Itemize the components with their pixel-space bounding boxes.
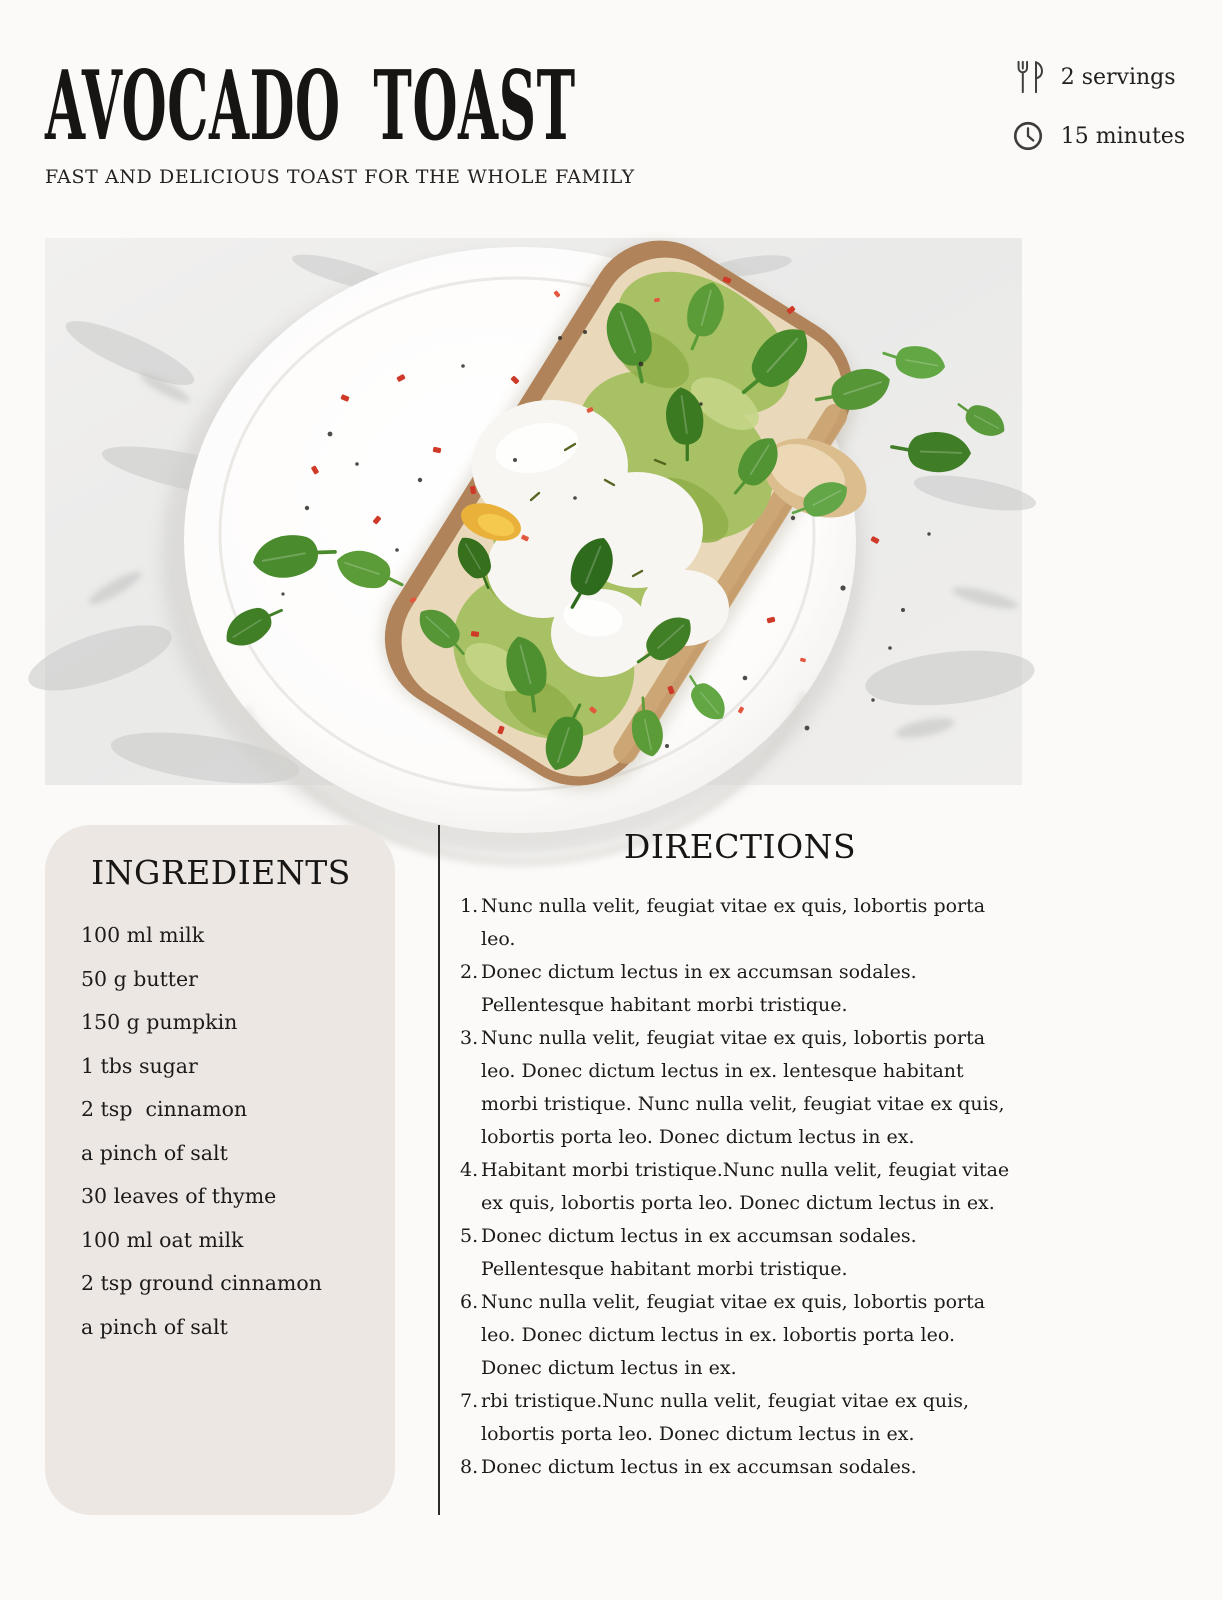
ingredient-item: 2 tsp ground cinnamon bbox=[81, 1271, 322, 1295]
ingredients-list bbox=[81, 914, 361, 1349]
step-number: 3. bbox=[460, 1027, 479, 1049]
directions-list bbox=[460, 890, 1016, 1484]
step-text: rbi tristique.Nunc nulla velit, feugiat vitae ex quis, lobortis porta leo. Donec dictum lectus in ex. bbox=[481, 1390, 969, 1445]
step-text: Nunc nulla velit, feugiat vitae ex quis, lobortis porta leo. Donec dictum lectus in ex. lentesque habitant morbi tristique. Nunc nulla velit, feugiat vitae ex quis, lobortis porta leo. Donec dictum lectus in ex. bbox=[481, 1027, 1005, 1148]
page-title-text: AVOCADO TOAST bbox=[45, 49, 576, 162]
direction-step bbox=[460, 1286, 1016, 1385]
step-number: 4. bbox=[460, 1159, 479, 1181]
clock-icon bbox=[1010, 117, 1046, 155]
time-row bbox=[1010, 117, 1222, 155]
ingredient-item: 150 g pumpkin bbox=[81, 1010, 238, 1034]
ingredient-item: 100 ml oat milk bbox=[81, 1227, 244, 1252]
direction-step bbox=[460, 1154, 1016, 1220]
direction-step bbox=[460, 1022, 1016, 1154]
ingredients-heading: INGREDIENTS bbox=[91, 853, 351, 892]
title-block bbox=[45, 49, 1010, 188]
recipe-photo bbox=[45, 238, 1022, 785]
recipe-photo-illustration bbox=[45, 238, 1022, 785]
ingredient-item: 30 leaves of thyme bbox=[81, 1184, 277, 1208]
step-text: Donec dictum lectus in ex accumsan sodales. Pellentesque habitant morbi tristique. bbox=[481, 1225, 917, 1280]
step-number: 1. bbox=[460, 895, 479, 917]
header bbox=[45, 0, 1186, 188]
step-number: 5. bbox=[460, 1225, 479, 1247]
ingredient-item: 1 tbs sugar bbox=[81, 1053, 198, 1078]
directions-heading: DIRECTIONS bbox=[623, 827, 857, 866]
ingredient-item: 2 tsp cinnamon bbox=[81, 1097, 248, 1121]
step-number: 8. bbox=[460, 1456, 479, 1478]
ingredient-item: a pinch of salt bbox=[81, 1140, 228, 1165]
ingredient-item: 50 g butter bbox=[81, 966, 198, 991]
step-text: Donec dictum lectus in ex accumsan sodales. Pellentesque habitant morbi tristique. bbox=[481, 961, 917, 1016]
cutlery-icon bbox=[1010, 58, 1046, 96]
page-subtitle: FAST AND DELICIOUS TOAST FOR THE WHOLE FAMILY bbox=[45, 166, 635, 188]
time-label: 15 minutes bbox=[1060, 123, 1186, 149]
step-number: 2. bbox=[460, 961, 479, 983]
step-text: Habitant morbi tristique.Nunc nulla velit, feugiat vitae ex quis, lobortis porta leo. Donec dictum lectus in ex. bbox=[481, 1159, 1010, 1214]
step-number: 7. bbox=[460, 1390, 479, 1412]
direction-step bbox=[460, 890, 1016, 956]
servings-row bbox=[1010, 58, 1222, 96]
step-text: Donec dictum lectus in ex accumsan sodales. bbox=[481, 1456, 917, 1478]
direction-step bbox=[460, 1220, 1016, 1286]
content-columns bbox=[45, 825, 1022, 1515]
direction-step bbox=[460, 1385, 1016, 1451]
ingredient-item: a pinch of salt bbox=[81, 1314, 228, 1339]
servings-label: 2 servings bbox=[1060, 64, 1176, 90]
recipe-meta bbox=[1010, 56, 1222, 155]
step-text: Nunc nulla velit, feugiat vitae ex quis, lobortis porta leo. bbox=[481, 895, 986, 950]
ingredient-item: 100 ml milk bbox=[81, 923, 205, 947]
step-text: Nunc nulla velit, feugiat vitae ex quis, lobortis porta leo. Donec dictum lectus in ex. lobortis porta leo. Donec dictum lectus in ex. bbox=[481, 1291, 986, 1379]
ingredients-panel bbox=[45, 825, 395, 1515]
step-number: 6. bbox=[460, 1291, 479, 1313]
direction-step bbox=[460, 956, 1016, 1022]
directions-column bbox=[438, 825, 1022, 1515]
page-title bbox=[45, 49, 1010, 162]
direction-step bbox=[460, 1451, 1016, 1484]
